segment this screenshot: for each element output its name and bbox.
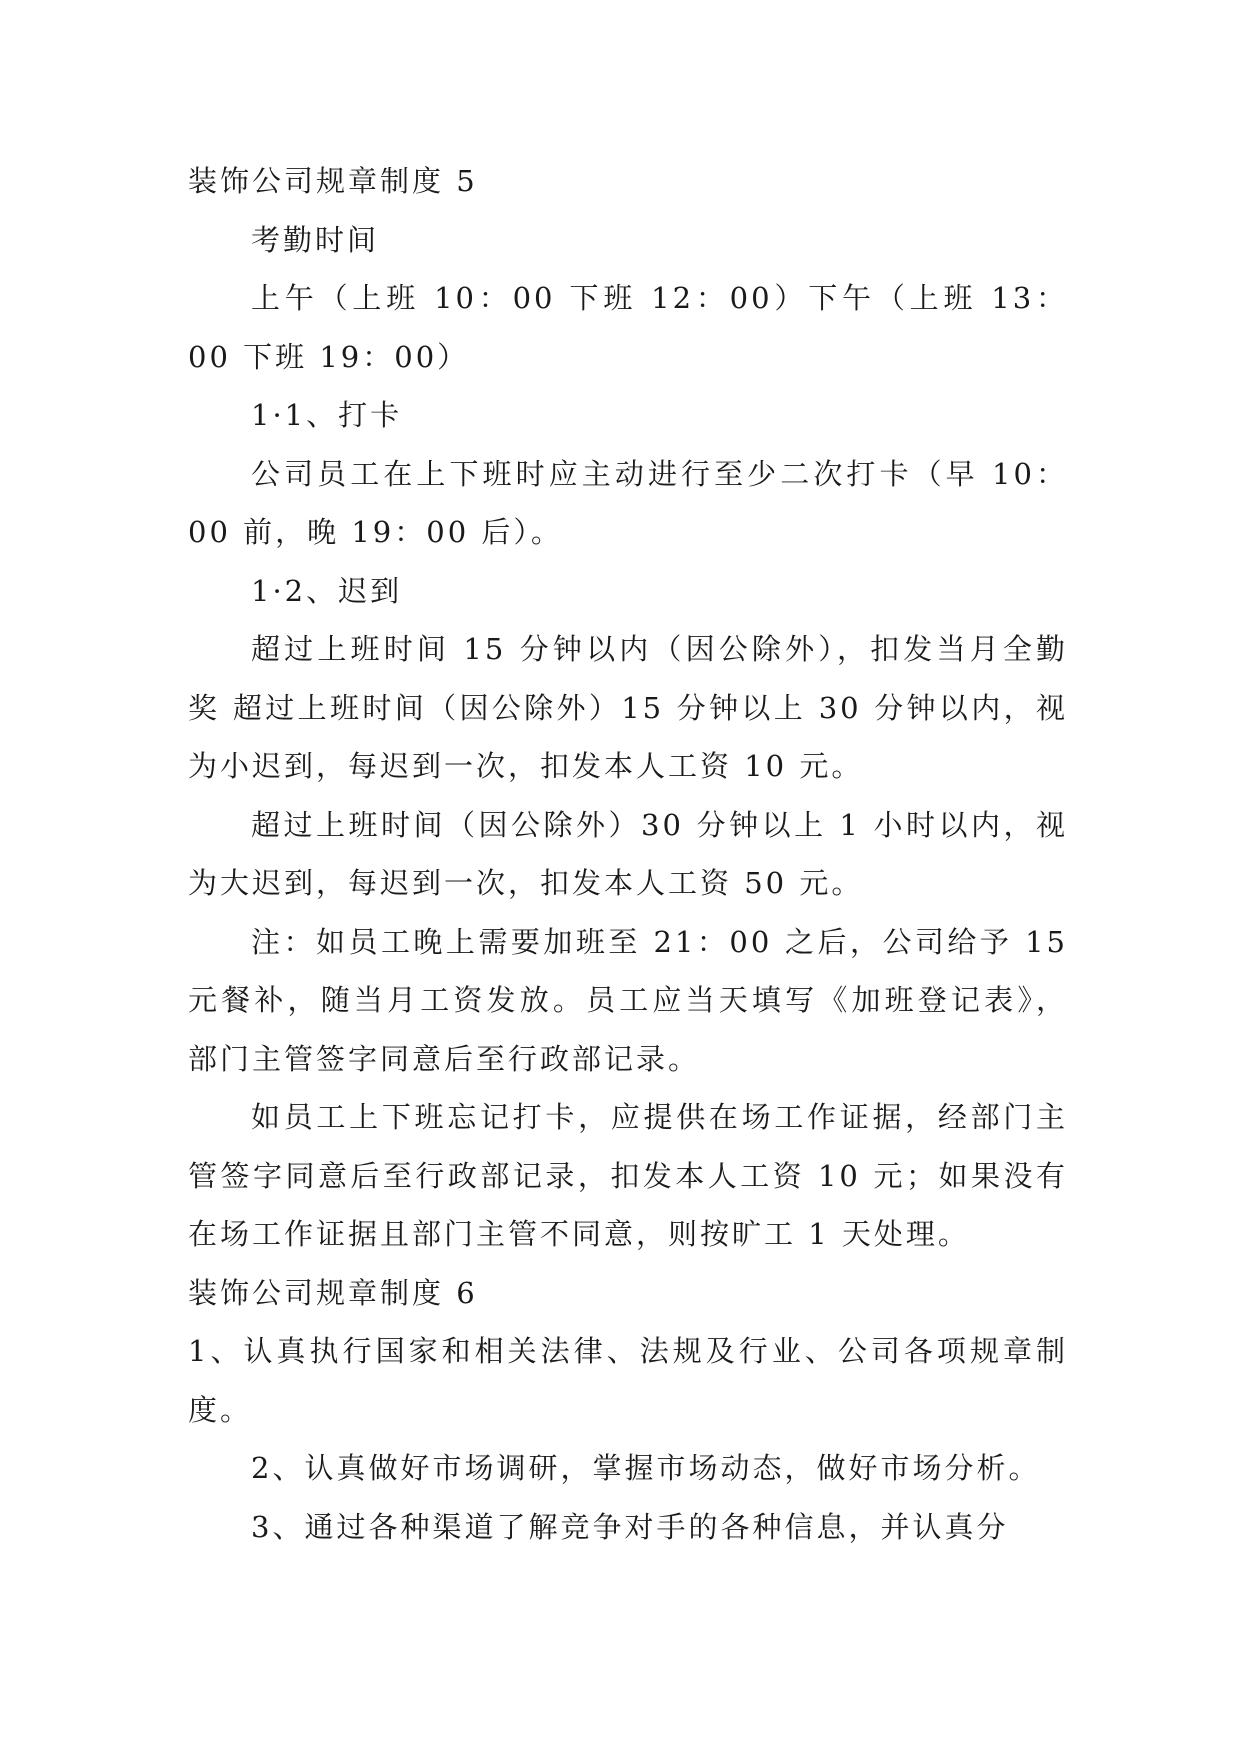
- punch-heading: 1·1、打卡: [251, 398, 403, 432]
- punch-rule-text: 公司员工在上下班时应主动进行至少二次打卡（早 10：00 前，晚 19：00 后）。: [188, 456, 1068, 549]
- working-hours-text: 上午（上班 10：00 下班 12：00）下午（上班 13：00 下班 19：00）: [188, 281, 1068, 374]
- attendance-heading: 考勤时间: [251, 222, 380, 257]
- late-rule-2: 超过上班时间（因公除外）30 分钟以上 1 小时以内，视为大迟到，每迟到一次，扣发本人工资 50 元。: [188, 807, 1068, 900]
- section-6-title: 装饰公司规章制度 6: [188, 1275, 478, 1310]
- document-page: [188, 152, 1068, 1556]
- late-heading: 1·2、迟到: [251, 573, 403, 608]
- forgot-punch-rule: 如员工上下班忘记打卡，应提供在场工作证据，经部门主管签字同意后至行政部记录，扣发本人工资 10 元；如果没有在场工作证据且部门主管不同意，则按旷工 1 天处理。: [188, 1100, 1068, 1251]
- late-rule-1: 超过上班时间 15 分钟以内（因公除外），扣发当月全勤奖 超过上班时间（因公除外）15 分钟以上 30 分钟以内，视为小迟到，每迟到一次，扣发本人工资 10 元。: [188, 632, 1068, 783]
- section-5-title: 装饰公司规章制度 5: [188, 164, 478, 198]
- section-6-item-1: 1、认真执行国家和相关法律、法规及行业、公司各项规章制度。: [188, 1334, 1068, 1427]
- section-6-item-3: 3、通过各种渠道了解竞争对手的各种信息，并认真分: [251, 1509, 1009, 1544]
- overtime-note: 注：如员工晚上需要加班至 21：00 之后，公司给予 15 元餐补，随当月工资发放。员工应当天填写《加班登记表》，部门主管签字同意后至行政部记录。: [188, 924, 1068, 1076]
- section-6-item-2: 2、认真做好市场调研，掌握市场动态，做好市场分析。: [251, 1451, 1041, 1485]
